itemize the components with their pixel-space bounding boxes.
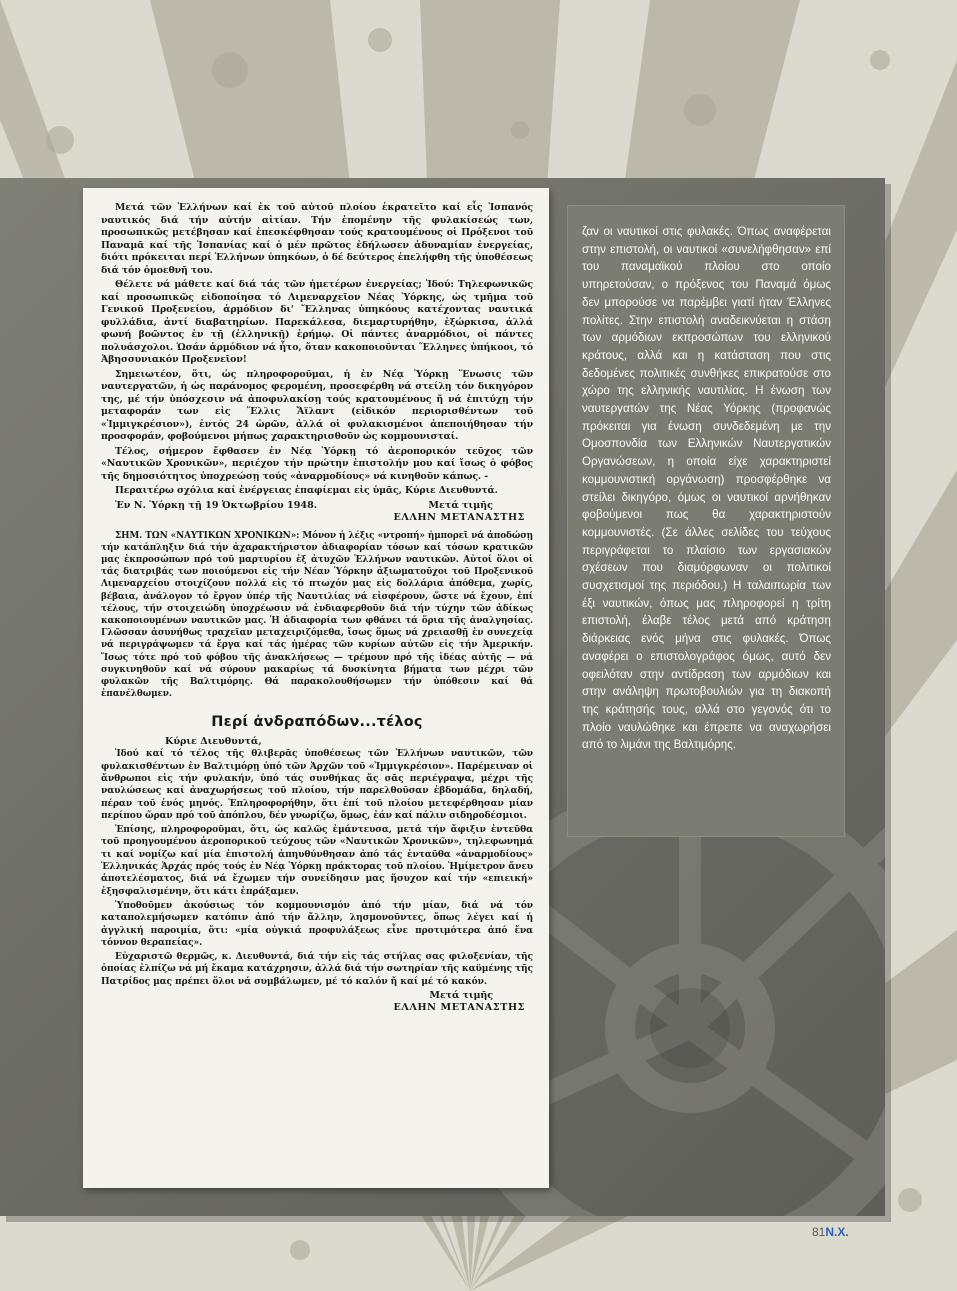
clip-paragraph: Μετά τῶν Ἑλλήνων καί ἐκ τοῦ αὐτοῦ πλοίου ἐκρατεῖτο καί εἷς Ἱσπανός ναυτικός διά τήν αὐτήν αἰτίαν. Τήν ἐπομένην τῆς φυλακίσεώς των, προσωπικῶς μετέβησαν καί ἐπεσκέφθησαν τούς κρατουμένους οἱ Πρόξενοι τοῦ Παναμᾶ καί τῆς Ἱσπανίας καί ὁ μέν πρῶτος ἐδήλωσεν ἀδυναμίαν ἐνεργείας, διότι πρόκειται περί Ἑλλήνων ὑπηκόων, ὁ δέ δεύτερος ἐπελήφθη τῆς ὑποθέσεως διά τόν ὁμοεθνῆ του. [101, 202, 533, 276]
newspaper-clipping [83, 188, 549, 1188]
clip-paragraph: Ἰδού καί τό τέλος τῆς θλιβερᾶς ὑποθέσεως τῶν Ἑλλήνων ναυτικῶν, τῶν φυλακισθέντων ἐν Βαλτιμόρῃ ὑπό τῶν Ἀρχῶν τοῦ «Ἰμμιγκρέσιον». Παρέμειναν οἱ ἄνθρωποι εἰς τήν φυλακήν, ὑπό τάς συνθήκας ἅς σᾶς περιέγραψα, μέχρι τῆς ναυλώσεως καί ἀναχωρήσεως τοῦ πλοίου, τήν παρελθοῦσαν ἑβδομάδα, δηλαδή, πέραν τοῦ ἑνός μηνός. Ἐπληροφορήθην, ὅτι ἐπί τοῦ πλοίου μετεφέρθησαν μίαν περίπου ὥραν πρό τοῦ ἀπόπλου, δέν γνωρίζω, ὅμως, ἐάν καί πάλιν σιδηροδέσμιοι. [101, 748, 533, 821]
letter-date-line [101, 500, 533, 512]
commentary-text: ζαν οι ναυτικοί στις φυλακές. Όπως αναφέρεται στην επιστολή, οι ναυτικοί «συνελήφθησαν» επί του παναμαϊκού πλοίου στο οποίο υπηρετούσαν, ο πρόξενος του Παναμά όμως δεν μπορούσε να παρέμβει γιατί ήταν Έλληνες πολίτες. Στην επιστολή αναδεικνύεται η στάση των αρμόδιων εκπροσώπων του ελληνικού κράτους, αλλά και η κατάσταση που στις δεδομένες πολιτικές συνθήκες επικρατούσε στο χώρο της ελληνικής ναυτιλίας. Η ένωση των ναυτεργατών της Νέας Υόρκης (προφανώς πρόκειται για ένωση συνδεδεμένη με την Ομοσπονδία των Ελληνικών Ναυτεργατικών Οργανώσεων, η οποία είχε χαρακτηριστεί κομμουνιστική οργάνωση) προσφέρθηκε να στείλει δικηγόρο, όμως οι ναυτικοί αρνήθηκαν φοβούμενοι πως θα χαρακτηριστούν κομμουνιστές. (Σε άλλες σελίδες του τεύχους περιγράφεται το πλαίσιο των εργασιακών σχέσεων που διαμόρφωναν οι πολιτικοί συσχετισμοί της περιόδου.) Η ταλαιπωρία των έξι ναυτικών, όπως μας πληροφορεί η τρίτη επιστολή, έλαβε τέλος μετά από κράτηση διάρκειας ενός μήνα στις φυλακές. Όπως αναφέρει ο επιστολογράφος όμως, αυτό δεν οφειλόταν στην αντίδραση των αρμόδιων και στην ανάληψη πρωτοβουλιών για τη διακοπή της κράτησής τους, αλλά στο γεγονός ότι το πλοίο ναυλώθηκε και έπρεπε να αναχωρήσει από το λιμάνι της Βαλτιμόρης. [582, 225, 831, 752]
letter-date: Ἐν Ν. Ὑόρκῃ τῇ 19 Ὀκτωβρίου 1948. [115, 499, 318, 511]
commentary-box [567, 205, 845, 837]
clip-paragraph: Ἐπίσης, πληροφοροῦμαι, ὅτι, ὡς καλῶς ἐμάντευσα, μετά τήν ἄφιξιν ἐντεῦθα τοῦ προηγουμένου ἀεροπορικοῦ τεύχους τῶν «Ναυτικῶν Χρονικῶν», τηλεφωνημά τι καί νομίζω καί μία ἐπιστολή ἀπηυθύνθησαν ἀπό τάς ἐνταῦθα «ἀναρμοδίους» Ἑλληνικάς Ἀρχάς πρός τούς ἐν Νέᾳ Ὑόρκῃ πράκτορας τοῦ πλοίου. Ἠμίμετρον ἄνευ ἀποτελέσματος, διά νά ἔχωμεν τήν συνείδησιν μας ἥσυχον καί τήν «επιεική» ἐξησφαλισμένην, ὅτι κάτι ἐπράξαμεν. [101, 824, 533, 897]
letter-closing: Μετά τιμῆς [428, 499, 493, 511]
clip-salutation: Κύριε Διευθυντά, [165, 736, 262, 748]
clip-paragraph: Σημειωτέον, ὅτι, ὡς πληροφοροῦμαι, ἡ ἐν Νέᾳ Ὑόρκῃ Ἕνωσις τῶν ναυτεργατῶν, ἡ ὡς παράνομος φερομένη, προσεφέρθη νά στείλῃ τόν δικηγόρον της, μέ τήν ὑπόσχεσιν νά ἀποφυλακίσῃ τούς κρατουμένους ἤ νά ἐπιτύχῃ τήν μεταφοράν των εἰς Ἕλλις Ἄϊλαντ (εἰδικόν περιορισθέντων τοῦ «Ἰμμιγκρέσιον»), ἐντός 24 ὡρῶν, ἀλλά οἱ φυλακισμένοι ἀπεποιήθησαν τήν προσφοράν, φοβούμενοι μήπως χαρακτηρισθοῦν ὡς κομμουνισταί. [101, 368, 533, 442]
clip-paragraph: Περαιτέρω σχόλια καί ἐνέργειας ἐπαφίεμαι εἰς ὑμᾶς, Κύριε Διευθυντά. [115, 485, 498, 496]
closing-line: Μετά τιμῆς [429, 989, 493, 1001]
letter-signature: ΕΛΛΗΝ ΜΕΤΑΝΑΣΤΗΣ [393, 511, 525, 523]
clip-paragraph: Τέλος, σήμερον ἔφθασεν ἐν Νέᾳ Ὑόρκῃ τό ἀεροπορικόν τεῦχος τῶν «Ναυτικῶν Χρονικῶν», περιέχον τήν πρώτην ἐπιστολήν μου καί ἴσως ὁ φόβος τῆς δημοσιότητος ὑποχρεώσῃ τούς «ἀναρμοδίους» νά κινηθοῦν κάπως. - [101, 445, 533, 482]
clip-paragraph: Ὑποθοῦμεν ἀκούσιως τόν κομμουνισμόν ἀπό τήν μίαν, διά νά τόν καταπολεμήσωμεν κατόπιν ἀπό τήν ἄλλην, λησμονοῦντες, ὅπως λέγει καί ἡ ἀγγλική παροιμία, ὅτι: «μία οὐγκιά προφυλάξεως εἶνε προτιμότερα ἀπό ἕνα τόννον θεραπείας». [101, 899, 533, 948]
page-number [812, 1225, 849, 1239]
page-number-value: 81 [812, 1225, 826, 1239]
clip-paragraph: Θέλετε νά μάθετε καί διά τάς τῶν ἡμετέρων ἐνεργείας; Ἰδού: Τηλεφωνικῶς καί προσωπικῶς εἰδοποίησα τό Λιμεναρχεῖον Νέας Ὑόρκης, ὡς τμῆμα τοῦ Γενικοῦ Προξενείου, ἁρμόδιον δι' Ἕλληνας ὑπηκόους κατέχοντας ναυτικά φυλλάδια, ἀντί διαβατηρίων. Παρεκάλεσα, διεμαρτυρήθην, ἐξώρκισα, ἀλλά φωνή βοῶντος ἐν τῇ (ἑλληνικῇ) ἐρήμῳ. Οἱ πάντες ἀναρμόδιοι, οἱ πάντες πολυάσχολοι. Ὡσάν ἁρμόδιον νά ἦτο, ὅταν κακοποιοῦνται Ἕλληνες ὑπήκοοι, τό Ἀβησσυνιακόν Προξενεῖον! [101, 279, 533, 365]
clip-paragraph: Εὐχαριστῶ θερμῶς, κ. Διευθυντά, διά τήν εἰς τάς στήλας σας φιλοξενίαν, τῆς ὁποίας ἐλπίζω νά μή ἔκαμα κατάχρησιν, ἀλλά διά τήν σωτηρίαν τῆς καϋμένης τῆς Πατρίδος μας πρέπει ὅλοι νά συμβάλωμεν, μέ τό καλόν ἤ καί μέ τό κακόν. [101, 951, 533, 987]
brand-mark: N.X. [825, 1225, 849, 1239]
editor-note: ΣΗΜ. ΤΩΝ «ΝΑΥΤΙΚΩΝ ΧΡΟΝΙΚΩΝ»: Μόνον ἡ λέξις «ντροπή» ἡμπορεῖ νά ἀποδώσῃ τήν κατάπληξιν διά τήν ἀχαρακτήριστον ἀδιαφορίαν τόσων καί τόσων κρατικῶν μας ἐκπροσώπων πρό τοῦ μαρτυρίου ἐξ ἀτυχῶν Ἑλλήνων ναυτικῶν. Αὐτοί ὅλοι οἱ τάς διατριβάς των ποιούμενοι εἰς τήν Νέαν Ὑόρκην ἀξιωματοῦχοι τοῦ Προξενικοῦ Λιμεναρχείου στοιχίζουν πολλά εἰς τό πτωχόν μας εἰς δολλάρια ἀπόθεμα, χωρίς, βέβαια, ἀνάλογον τό ἔργον ὑπέρ τῆς Ναυτιλίας νά εἰσφέρουν, ὥστε νά ἔχουν, ἐπί τέλους, τήν στοιχειώδη ὑποχρέωσιν νά ἐνδιαφερθοῦν διά τήν τύχην τῶν ἀδίκως κακοποιουμένων ναυτικῶν μας. Ἡ ἀδιαφορία των φθάνει τά ὅρια τῆς ἀναλγησίας. Γλῶσσαν ἀσυνήθως τραχεῖαν μεταχειριζόμεθα, ἴσως ὅμως νά χρειασθῇ ἐν συνεχείᾳ νά περιγράψωμεν τά ἔργα καί τάς ἡμέρας τῶν κυρίων αὐτῶν εἰς τήν Ἀμερικήν. Ἴσως τότε πρό τοῦ φόβου τῆς ἀνακλήσεως — τρέμουν πρό τῆς ἰδέας αὐτῆς — νά συγκινηθοῦν καί νά σύρουν μακαρίως τά δυσκίνητα βήματα των μέχρι τῶν φυλακῶν τῆς Βαλτιμόρης. Θά παρακολουθήσωμεν τήν ὑπόθεσιν καί θά ἐπανέλθωμεν. [101, 530, 533, 700]
clip-heading: Περί ἀνδραπόδων...τέλος [211, 714, 423, 731]
closing-signature: ΕΛΛΗΝ ΜΕΤΑΝΑΣΤΗΣ [393, 1001, 525, 1013]
